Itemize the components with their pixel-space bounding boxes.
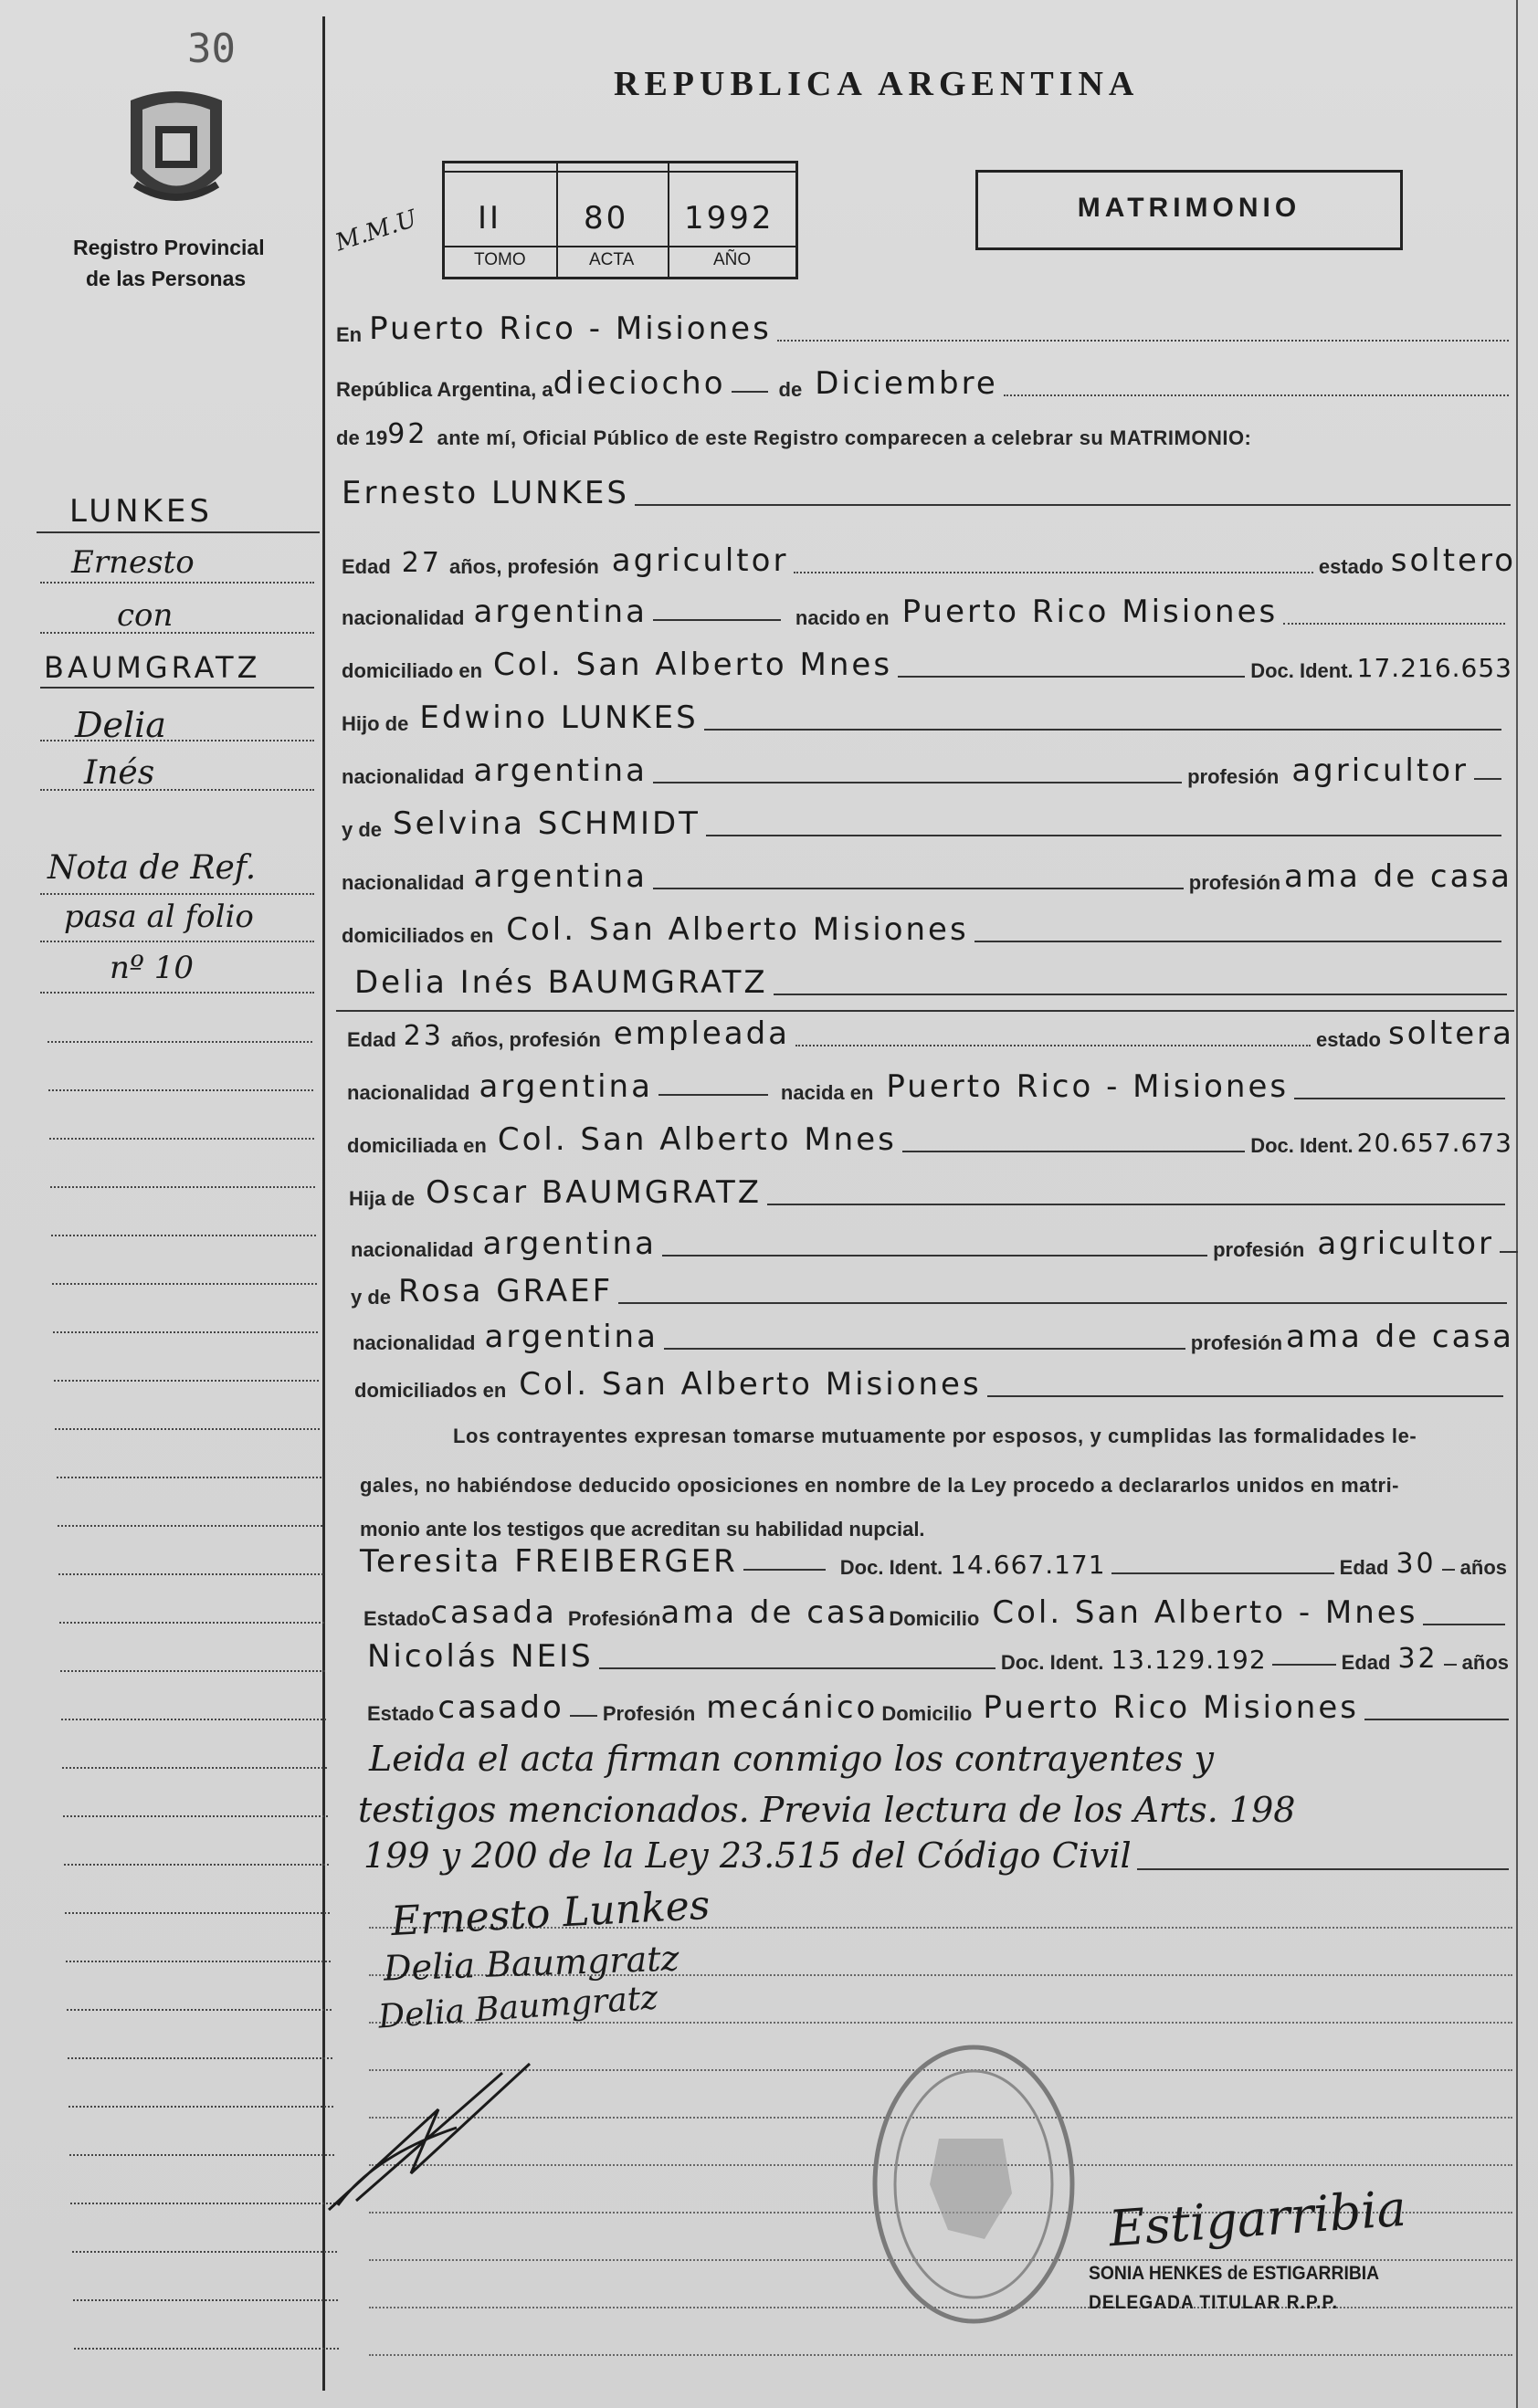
tomo-value: II: [478, 200, 502, 237]
margin-rule-line: [58, 1573, 323, 1575]
margin-rule-line: [57, 1477, 321, 1478]
year-value: 92: [387, 418, 428, 450]
registry-name-line1: Registro Provincial: [73, 236, 265, 259]
margin-rule-line: [55, 1428, 320, 1430]
margin-rule-line: [66, 1961, 331, 1962]
margin-rule-line: [54, 1380, 319, 1382]
margin-rule-line: [58, 1525, 322, 1527]
intro-date-row: República Argentina, a dieciocho de Diciembre: [336, 365, 1514, 402]
margin-name2b: Inés: [84, 754, 155, 792]
official-stamp-icon: [866, 2038, 1081, 2330]
groom-full-name: Ernesto LUNKES: [342, 475, 629, 511]
page-number: 30: [187, 26, 236, 72]
document-type-box: [975, 170, 1403, 250]
witness-scribble-icon: [320, 2045, 557, 2219]
groom-domicile-row: domiciliado en Col. San Alberto Mnes Doc. Ident. 17.216.653: [342, 647, 1512, 683]
witness-signature: Delia Baumgratz: [376, 1979, 659, 2036]
groom-parents-domicile-row: domiciliados en Col. San Alberto Misiones: [342, 911, 1507, 948]
margin-surname: LUNKES: [69, 493, 213, 530]
intro-statement-row: de 19 92 ante mí, Oficial Público de este Registro comparecen a celebrar su MATRIMONIO:: [336, 418, 1252, 450]
margin-rule-line: [72, 2251, 337, 2253]
signature-rule-line: [369, 2354, 1512, 2356]
margin-rule-line: [65, 1912, 330, 1914]
bride-age-row: Edad 23 años, profesión empleada estado soltera: [347, 1015, 1514, 1052]
tomo-label: TOMO: [474, 250, 526, 269]
groom-name-row: [342, 475, 1516, 511]
margin-surname2: BAUMGRATZ: [44, 650, 261, 685]
official-title: DELEGADA TITULAR R.P.P.: [1089, 2292, 1339, 2313]
margin-rule-line: [49, 1138, 314, 1140]
margin-rule-line: [70, 2203, 335, 2204]
official-signature: Estigarribia: [1107, 2179, 1408, 2258]
right-edge: [1516, 0, 1518, 2408]
bride-parents-domicile-row: domiciliados en Col. San Alberto Misiones: [354, 1366, 1509, 1403]
margin-rule-line: [69, 2154, 334, 2156]
margin-note-line1: Nota de Ref.: [47, 849, 257, 887]
groom-mother-row: y de Selvina SCHMIDT: [342, 805, 1507, 842]
margin-rule-line: [68, 2057, 332, 2059]
record-box: [442, 161, 798, 279]
acta-value: 80: [584, 200, 629, 237]
margin-con: con: [117, 597, 174, 634]
bride-mother-row: y de Rosa GRAEF: [351, 1273, 1512, 1309]
day-value: dieciocho: [553, 365, 726, 402]
groom-mother-nat-row: nacionalidad argentina profesión ama de casa: [342, 858, 1512, 895]
margin-rule-line: [62, 1767, 327, 1769]
registry-seal-icon: [117, 82, 236, 219]
groom-father-nat-row: nacionalidad argentina profesión agricultor: [342, 752, 1507, 789]
margin-rule-line: [51, 1235, 316, 1236]
bride-domicile-row: domiciliada en Col. San Alberto Mnes Doc. Ident. 20.657.673: [347, 1121, 1512, 1158]
groom-age-row: Edad 27 años, profesión agricultor estado soltero: [342, 542, 1516, 579]
month-value: Diciembre: [815, 365, 998, 402]
bride-full-name: Delia Inés BAUMGRATZ: [354, 964, 768, 1001]
margin-rule-line: [67, 2009, 332, 2011]
margin-rule-line: [73, 2299, 338, 2301]
bride-nationality-row: nacionalidad argentina nacida en Puerto Rico - Misiones: [347, 1068, 1511, 1105]
margin-name2a: Delia: [75, 705, 166, 745]
ano-value: 1992: [684, 200, 774, 237]
margin-rule-line: [48, 1089, 313, 1091]
official-name: SONIA HENKES de ESTIGARRIBIA: [1089, 2263, 1380, 2284]
witness2-name-row: Nicolás NEIS Doc. Ident. 13.129.192 Edad 32 años: [367, 1638, 1509, 1675]
intro-place-row: En Puerto Rico - Misiones: [336, 310, 1514, 347]
margin-rule-line: [53, 1331, 318, 1333]
margin-rule-line: [61, 1719, 326, 1720]
margin-rule-line: [74, 2348, 339, 2350]
margin-initials: M.M.U: [332, 205, 421, 258]
witness1-detail-row: Estado casada Profesión ama de casa Domicilio Col. San Alberto - Mnes: [363, 1594, 1511, 1631]
closing-line2: testigos mencionados. Previa lectura de los Arts. 198: [358, 1790, 1296, 1830]
margin-rule-line: [63, 1815, 328, 1817]
witness1-name-row: Teresita FREIBERGER Doc. Ident. 14.667.171 Edad 30 años: [360, 1543, 1507, 1580]
margin-rule-line: [64, 1864, 329, 1866]
groom-father-row: Hijo de Edwino LUNKES: [342, 699, 1507, 736]
margin-note-line2: pasa al folio: [64, 899, 254, 935]
bride-mother-nat-row: nacionalidad argentina profesión ama de casa: [353, 1319, 1514, 1355]
acta-label: ACTA: [589, 250, 635, 269]
margin-rule-line: [68, 2106, 333, 2108]
closing-line1: Leida el acta firman conmigo los contrayentes y: [369, 1739, 1215, 1779]
declaration-line2: gales, no habiéndose deducido oposiciones en nombre de la Ley procedo a declararlos unidos en matri-: [360, 1474, 1399, 1497]
closing-line3: 199 y 200 de la Ley 23.515 del Código Civil: [363, 1835, 1514, 1876]
place-value: Puerto Rico - Misiones: [369, 310, 772, 347]
country-title: REPUBLICA ARGENTINA: [614, 65, 1140, 103]
registry-name-line2: de las Personas: [86, 267, 247, 290]
margin-rule-line: [60, 1670, 325, 1672]
declaration-line3: monio ante los testigos que acreditan su habilidad nupcial.: [360, 1518, 925, 1540]
margin-rule-line: [50, 1186, 315, 1188]
margin-rule-line: [52, 1283, 317, 1285]
margin-rule-line: [59, 1622, 324, 1624]
witness2-detail-row: Estado casado Profesión mecánico Domicilio Puerto Rico Misiones: [367, 1689, 1514, 1726]
margin-note-line3: nº 10: [110, 950, 194, 986]
bride-name-row: [354, 964, 1512, 1001]
bride-signature: Delia Baumgratz: [383, 1938, 680, 1989]
margin-rule: [322, 16, 325, 2391]
margin-name: Ernesto: [71, 544, 195, 581]
bride-father-nat-row: nacionalidad argentina profesión agricultor: [351, 1225, 1523, 1262]
bride-father-row: Hija de Oscar BAUMGRATZ: [349, 1174, 1511, 1211]
groom-signature: Ernesto Lunkes: [389, 1881, 711, 1946]
groom-nationality-row: nacionalidad argentina nacido en Puerto Rico Misiones: [342, 594, 1511, 630]
document-type: MATRIMONIO: [1077, 193, 1301, 223]
ano-label: AÑO: [713, 250, 752, 269]
margin-rule-line: [47, 1041, 312, 1043]
declaration-line1: Los contrayentes expresan tomarse mutuamente por esposos, y cumplidas las formalidades le-: [453, 1425, 1417, 1447]
